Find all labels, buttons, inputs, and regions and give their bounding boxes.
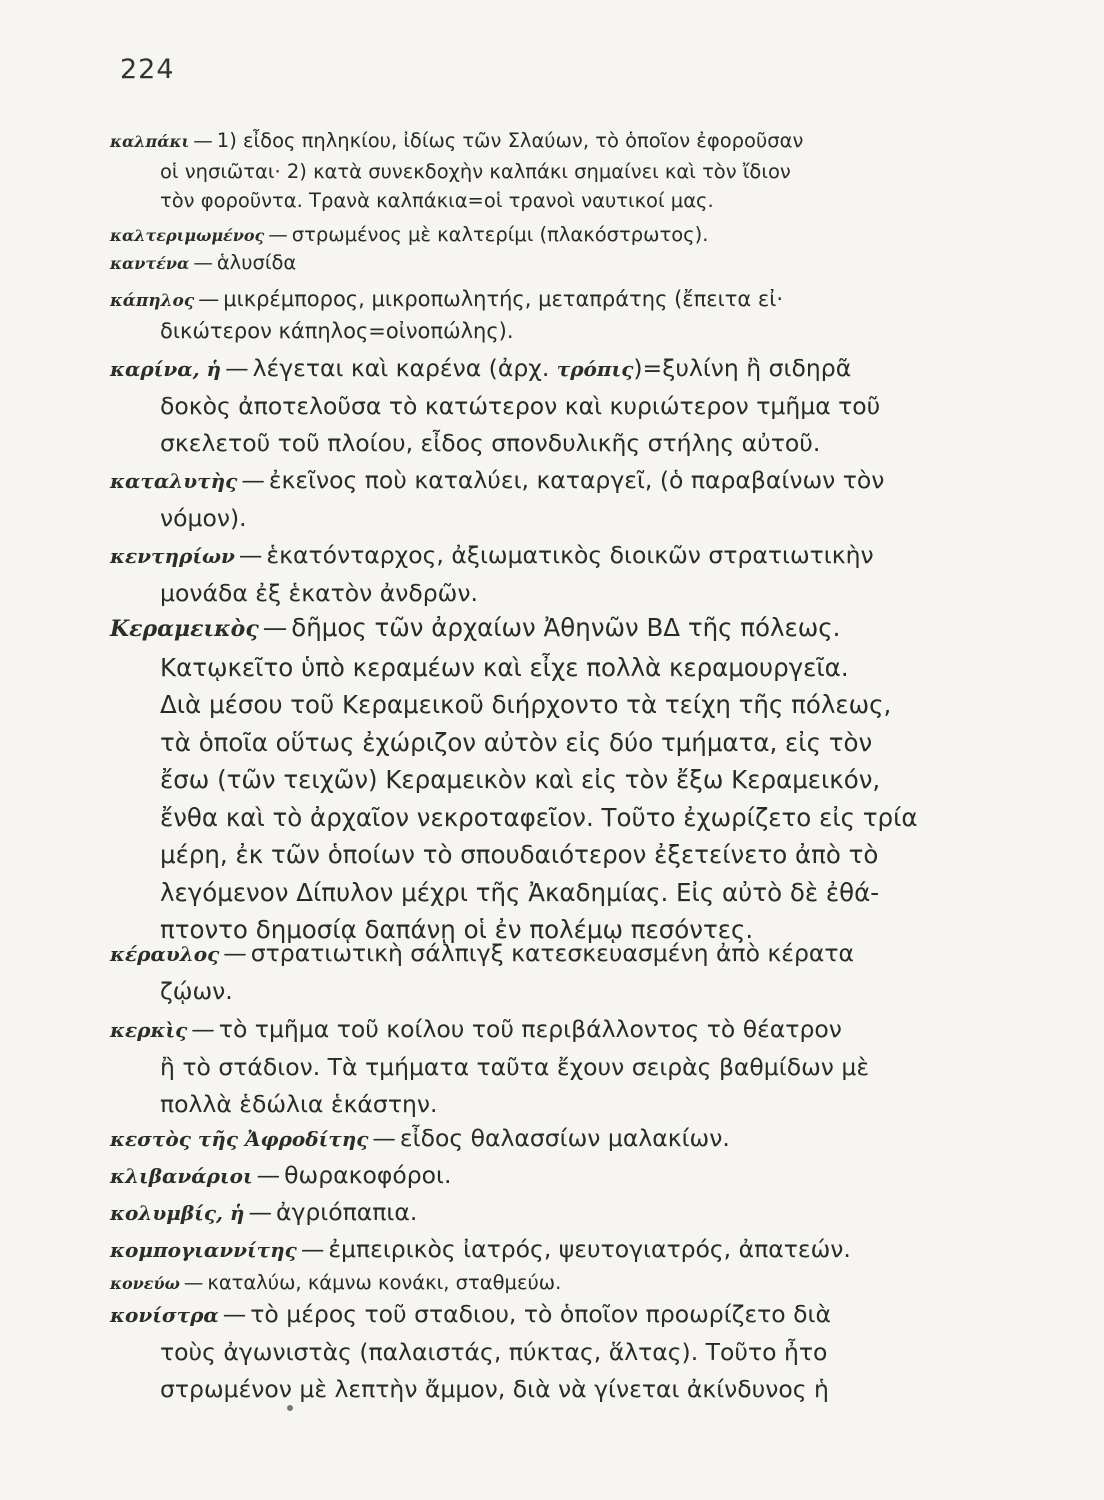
entry-continuation-line: στρωμένον μὲ λεπτὴν ἄμμον, διὰ νὰ γίνεται ἀκίνδυνος ἡ [160, 1375, 829, 1403]
dictionary-entry [110, 1194, 1010, 1232]
entry-continuation-line: νόμον). [160, 504, 247, 532]
entry-continuation-line: Διὰ μέσου τοῦ Κεραμεικοῦ διήρχοντο τὰ τείχη τῆς πόλεως, [160, 690, 892, 719]
dictionary-entry [110, 126, 1010, 216]
dictionary-entry [110, 1157, 1010, 1195]
entry-continuation-line: τοὺς ἀγωνιστὰς (παλαιστάς, πύκτας, ἅλτας). Τοῦτο ἦτο [160, 1338, 828, 1366]
entry-definition: τὸ τμῆμα τοῦ κοίλου τοῦ περιβάλλοντος τὸ θέατρον [218, 1015, 842, 1043]
entry-continuation-line: λεγόμενον Δίπυλον μέχρι τῆς Ἀκαδημίας. Εἰς αὐτὸ δὲ ἐθά- [160, 877, 880, 907]
entry-definition-rest: )=ξυλίνη ἢ σιδηρᾶ [633, 354, 852, 382]
dictionary-entry [110, 1011, 1010, 1123]
entry-definition: ἐκεῖνος ποὺ καταλύει, καταργεῖ, (ὁ παραβαίνων τὸν [268, 466, 885, 494]
entry-definition: τὸ μέρος τοῦ σταδιου, τὸ ὁποῖον προωρίζετο διὰ [250, 1300, 831, 1328]
entry-first-line: κάπηλος — μικρέμπορος, μικροπωλητής, μεταπράτης (ἔπειτα εἰ· [110, 287, 784, 311]
entry-definition: μικρέμπορος, μικροπωλητής, μεταπράτης (ἔπειτα εἰ· [223, 287, 784, 311]
entry-continuation-line: οἱ νησιῶται· 2) κατὰ συνεκδοχὴν καλπάκι σημαίνει καὶ τὸν ἴδιον [160, 159, 791, 183]
entry-definition: 1) εἶδος πηληκίου, ἰδίως τῶν Σλαύων, τὸ ὁποῖον ἐφοροῦσαν [216, 129, 804, 152]
entry-continuation-line: τὰ ὁποῖα οὕτως ἐχώριζον αὐτὸν εἰς δύο τμήματα, εἰς τὸν [160, 727, 873, 757]
entry-headword: καλπάκι [110, 132, 190, 151]
print-speck [287, 1405, 293, 1411]
entry-headword: καλτεριμωμένος [110, 226, 265, 245]
entry-headword: καρίνα, ἡ [110, 357, 222, 381]
entry-first-line: Κεραμεικὸς — δῆμος τῶν ἀρχαίων Ἀθηνῶν ΒΔ τῆς πόλεως. [110, 613, 841, 642]
entry-headword: κάπηλος [110, 291, 195, 311]
entry-definition: καταλύω, κάμνω κονάκι, σταθμεύω. [207, 1271, 562, 1294]
entry-first-line: κέραυλος — στρατιωτικὴ σάλπιγξ κατεσκευασμένη ἀπὸ κέρατα [110, 939, 855, 967]
entry-definition: ἑκατόνταρχος, ἀξιωματικὸς διοικῶν στρατιωτικὴν [266, 541, 874, 569]
entry-definition: εἶδος θαλασσίων μαλακίων. [399, 1124, 730, 1152]
page-number: 224 [120, 54, 175, 85]
entry-continuation-line: ἔσω (τῶν τειχῶν) Κεραμεικὸν καὶ εἰς τὸν ἔξω Κεραμεικόν, [160, 765, 881, 794]
dictionary-entry [110, 248, 1010, 279]
entry-headword: κομπογιαννίτης [110, 1238, 297, 1262]
entry-first-line: κερκὶς — τὸ τμῆμα τοῦ κοίλου τοῦ περιβάλλοντος τὸ θέατρον [110, 1015, 842, 1043]
entry-first-line: κομπογιαννίτης — ἐμπειρικὸς ἰατρός, ψευτογιατρός, ἀπατεών. [110, 1235, 851, 1263]
dictionary-entry [110, 462, 1010, 537]
entry-continuation-line: μέρη, ἐκ τῶν ὁποίων τὸ σπουδαιότερον ἐξετείνετο ἀπὸ τὸ [160, 840, 879, 869]
entry-headword: Κεραμεικὸς [110, 616, 259, 642]
entry-headword: κερκὶς [110, 1018, 188, 1042]
entry-first-line: καλπάκι — 1) εἶδος πηληκίου, ἰδίως τῶν Σλαύων, τὸ ὁποῖον ἐφοροῦσαν [110, 129, 804, 152]
dictionary-entry [110, 1120, 1010, 1158]
entry-headword: κολυμβίς, ἡ [110, 1201, 245, 1225]
dictionary-entry [110, 609, 1010, 949]
entry-definition: στρωμένος μὲ καλτερίμι (πλακόστρωτος). [291, 223, 709, 246]
entry-headword: κονίστρα [110, 1303, 219, 1327]
entry-definition: θωρακοφόροι. [284, 1161, 452, 1189]
entry-first-line: κονεύω — καταλύω, κάμνω κονάκι, σταθμεύω. [110, 1271, 562, 1294]
entry-headword: κεντηρίων [110, 544, 235, 568]
entry-definition: δῆμος τῶν ἀρχαίων Ἀθηνῶν ΒΔ τῆς πόλεως. [291, 613, 841, 642]
entry-definition: ἁλυσίδα [216, 251, 297, 274]
entry-headword: κονεύω [110, 1274, 180, 1293]
entry-continuation-line: πολλὰ ἑδώλια ἑκάστην. [160, 1090, 438, 1118]
entry-definition: ἐμπειρικὸς ἰατρός, ψευτογιατρός, ἀπατεών. [328, 1235, 851, 1263]
entry-continuation-line: ἢ τὸ στάδιον. Τὰ τμήματα ταῦτα ἔχουν σειρὰς βαθμίδων μὲ [160, 1053, 870, 1081]
entry-first-line: καντένα — ἁλυσίδα [110, 251, 297, 274]
entry-first-line: κλιβανάριοι — θωρακοφόροι. [110, 1161, 452, 1189]
entry-continuation-line: μονάδα ἐξ ἑκατὸν ἀνδρῶν. [160, 579, 478, 607]
dictionary-entry [110, 220, 1010, 251]
entry-first-line: κολυμβίς, ἡ — ἀγριόπαπια. [110, 1198, 418, 1226]
entry-definition: ἀγριόπαπια. [275, 1198, 418, 1226]
entry-first-line: καρίνα, ἡ — λέγεται καὶ καρένα (ἀρχ. τρόπις)=ξυλίνη ἢ σιδηρᾶ [110, 354, 852, 382]
dictionary-entry [110, 935, 1010, 1010]
entry-headword: κέραυλος [110, 942, 220, 966]
entry-first-line: κεστὸς τῆς Ἀφροδίτης — εἶδος θαλασσίων μαλακίων. [110, 1124, 730, 1152]
entry-continuation-line: δικώτερον κάπηλος=οἰνοπώλης). [160, 319, 514, 343]
dictionary-entry [110, 1231, 1010, 1269]
entry-first-line: καταλυτὴς — ἐκεῖνος ποὺ καταλύει, καταργεῖ, (ὁ παραβαίνων τὸν [110, 466, 885, 494]
entry-headword: καταλυτὴς [110, 469, 238, 493]
dictionary-entry [110, 284, 1010, 346]
dictionary-entry [110, 1268, 1010, 1299]
entry-continuation-line: σκελετοῦ τοῦ πλοίου, εἶδος σπονδυλικῆς στήλης αὐτοῦ. [160, 429, 821, 457]
entry-continuation-line: Κατῳκεῖτο ὑπὸ κεραμέων καὶ εἶχε πολλὰ κεραμουργεῖα. [160, 652, 849, 682]
entry-definition: λέγεται καὶ καρένα (ἀρχ. [252, 354, 550, 382]
entry-first-line: κεντηρίων — ἑκατόνταρχος, ἀξιωματικὸς διοικῶν στρατιωτικὴν [110, 541, 874, 569]
entry-definition: στρατιωτικὴ σάλπιγξ κατεσκευασμένη ἀπὸ κέρατα [250, 939, 855, 967]
dictionary-entry [110, 537, 1010, 612]
entry-continuation-line: δοκὸς ἀποτελοῦσα τὸ κατώτερον καὶ κυριώτερον τμῆμα τοῦ [160, 392, 881, 420]
entry-first-line: κονίστρα — τὸ μέρος τοῦ σταδιου, τὸ ὁποῖον προωρίζετο διὰ [110, 1300, 831, 1328]
dictionary-entry [110, 1296, 1010, 1408]
entry-continuation-line: ζῴων. [160, 977, 233, 1005]
entry-continuation-line: τὸν φοροῦντα. Τρανὰ καλπάκια=οἱ τρανοὶ ναυτικοί μας. [160, 189, 714, 212]
entry-italic-term: τρόπις [556, 357, 634, 381]
entry-first-line: καλτεριμωμένος — στρωμένος μὲ καλτερίμι (πλακόστρωτος). [110, 223, 709, 246]
entry-continuation-line: ἔνθα καὶ τὸ ἀρχαῖον νεκροταφεῖον. Τοῦτο ἐχωρίζετο εἰς τρία [160, 802, 918, 832]
entry-headword: καντένα [110, 254, 190, 273]
entry-continuation-line: πτοντο δημοσίᾳ δαπάνῃ οἱ ἐν πολέμῳ πεσόντες. [160, 915, 754, 944]
dictionary-entry [110, 350, 1010, 462]
entry-headword: κλιβανάριοι [110, 1164, 253, 1188]
entry-headword: κεστὸς τῆς Ἀφροδίτης [110, 1127, 369, 1151]
